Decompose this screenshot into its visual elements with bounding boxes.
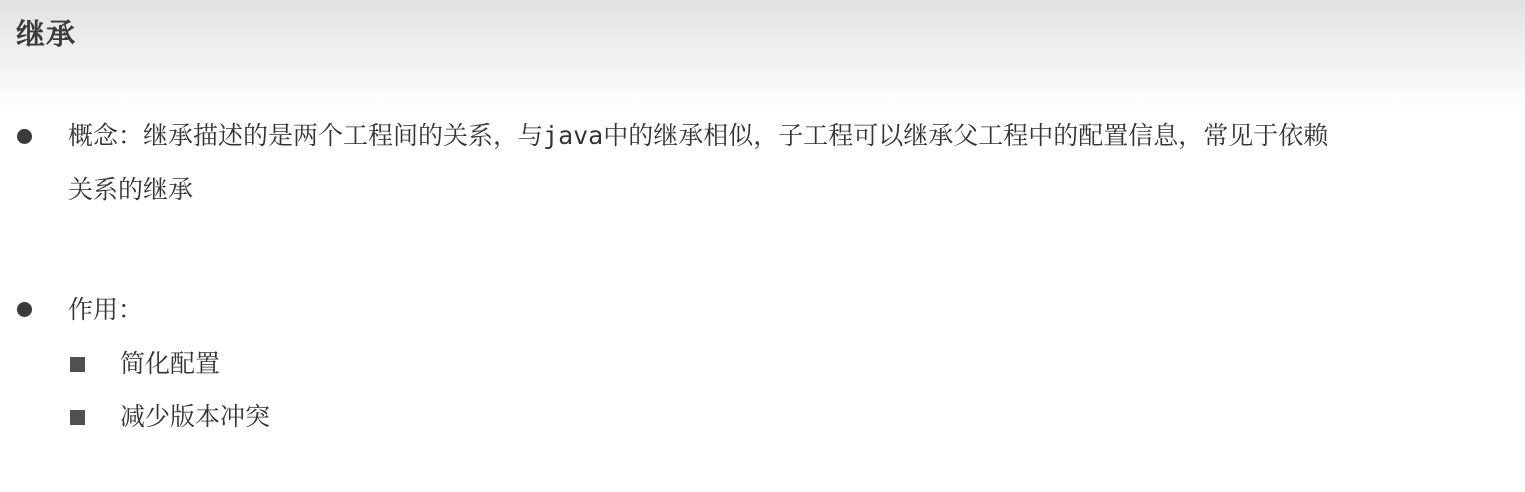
list-item-label: 简化配置 — [120, 349, 221, 378]
square-bullet-icon — [70, 410, 85, 425]
concept-line-1 — [68, 109, 1328, 163]
page-title: 继承 — [16, 17, 77, 51]
concept-text-b: 中的继承相似，子工程可以继承父工程中的配置信息，常见于依赖 — [603, 121, 1329, 150]
concept-text-a: 概念：继承描述的是两个工程间的关系，与 — [68, 121, 544, 150]
purpose-label: 作用： — [68, 295, 144, 324]
square-bullet-icon — [70, 357, 85, 372]
page-header — [0, 0, 1525, 108]
bullet-dot-icon — [17, 302, 32, 317]
concept-code: java — [543, 121, 604, 150]
concept-line-2: 关系的继承 — [68, 175, 194, 204]
bullet-dot-icon — [17, 129, 32, 144]
list-item-label: 减少版本冲突 — [120, 402, 271, 431]
